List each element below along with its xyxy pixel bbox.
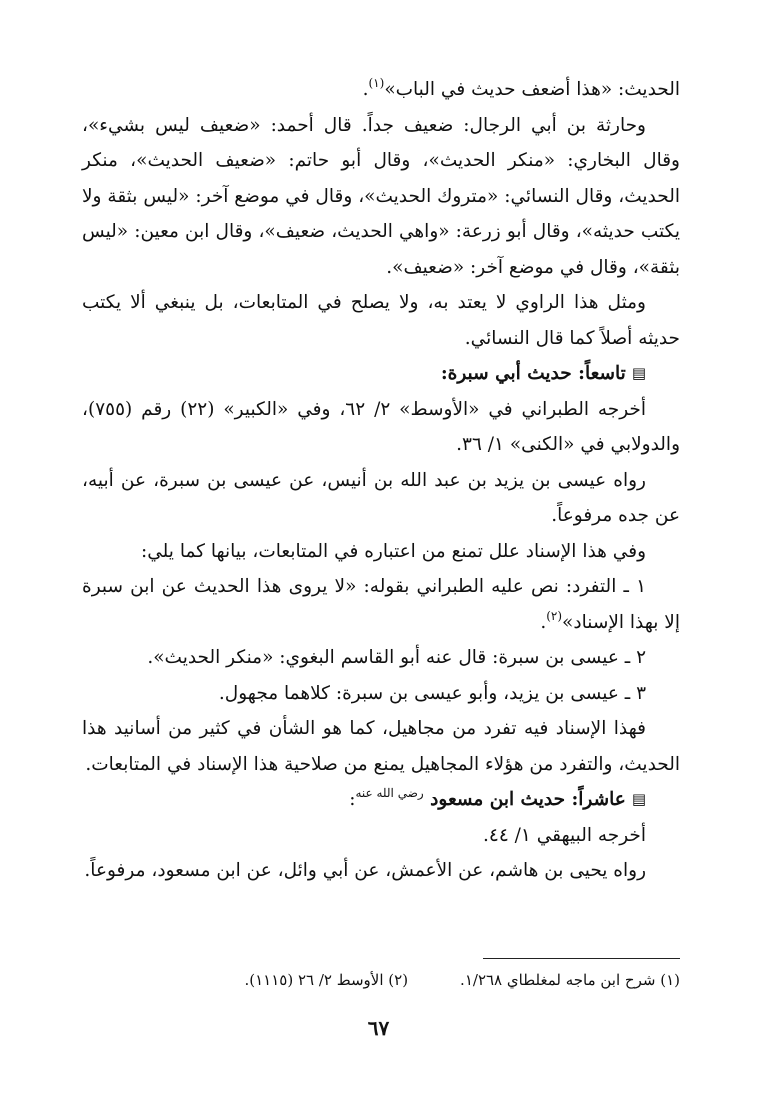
book-icon: ▤ [631, 364, 646, 382]
section-heading-tenth [82, 782, 680, 818]
heading-colon: : [349, 789, 356, 810]
heading-text: عاشراً: حديث ابن مسعود [430, 789, 626, 810]
paragraph: أخرجه البيهقي ١/ ٤٤. [483, 824, 646, 846]
paragraph: ومثل هذا الراوي لا يعتد به، ولا يصلح في المتابعات، بل ينبغي ألا يكتب حديثه أصلاً كما قال النسائي. [82, 292, 680, 349]
paragraph-end: . [362, 79, 369, 100]
paragraph: رواه يحيى بن هاشم، عن الأعمش، عن أبي وائل، عن ابن مسعود، مرفوعاً. [84, 860, 646, 881]
footnotes [244, 968, 680, 992]
main-text [82, 72, 680, 889]
paragraph: ٣ ـ عيسى بن يزيد، وأبو عيسى بن سبرة: كلاهما مجهول. [218, 682, 646, 704]
heading-text: تاسعاً: حديث أبي سبرة: [440, 363, 626, 384]
footnote-2: (٢) الأوسط ٢/ ٢٦ (١١١٥). [244, 971, 409, 989]
page-number: ٦٧ [367, 1016, 390, 1040]
footnote-marker-1: (١) [368, 76, 385, 90]
footnote-divider [483, 958, 680, 959]
book-icon: ▤ [631, 790, 646, 808]
paragraph: أخرجه الطبراني في «الأوسط» ٢/ ٦٢، وفي «الكبير» (٢٢) رقم (٧٥٥)، والدولابي في «الكنى» ١/ ٣٦. [82, 398, 680, 455]
paragraph [82, 72, 680, 108]
paragraph-end: . [540, 611, 547, 633]
paragraph: ٢ ـ عيسى بن سبرة: قال عنه أبو القاسم البغوي: «منكر الحديث». [147, 647, 646, 668]
honorific: رضي الله عنه [355, 786, 424, 800]
paragraph: فهذا الإسناد فيه تفرد من مجاهيل، كما هو الشأن في كثير من أسانيد هذا الحديث، والتفرد من هؤلاء المجاهيل يمنع من صلاحية هذا الإسناد في المتابعات. [82, 718, 680, 775]
paragraph-text: الحديث: «هذا أضعف حديث في الباب» [384, 79, 680, 100]
paragraph: وحارثة بن أبي الرجال: ضعيف جداً. قال أحمد: «ضعيف ليس بشيء»، وقال البخاري: «منكر الحديث»، وقال أبو حاتم: «ضعيف الحديث»، منكر الحديث، وقال النسائي: «متروك الحديث»، وقال في موضع آخر: «ليس بثقة ولا يكتب حديثه»، وقال أبو زرعة: «واهي الحديث، ضعيف»، وقال ابن معين: «ليس بثقة»، وقال في موضع آخر: «ضعيف». [82, 114, 680, 278]
footnote-1: (١) شرح ابن ماجه لمغلطاي ١/٢٦٨. [460, 971, 680, 989]
footnote-marker-2: (٢) [546, 608, 563, 623]
paragraph-text: ١ ـ التفرد: نص عليه الطبراني بقوله: «لا يروى هذا الحديث عن ابن سبرة إلا بهذا الإسناد» [82, 576, 680, 633]
paragraph [82, 569, 680, 640]
paragraph: رواه عيسى بن يزيد بن عبد الله بن أنيس، عن عيسى بن سبرة، عن أبيه، عن جده مرفوعاً. [82, 469, 680, 526]
section-heading-ninth [82, 356, 680, 392]
paragraph: وفي هذا الإسناد علل تمنع من اعتباره في المتابعات، بيانها كما يلي: [141, 540, 646, 562]
